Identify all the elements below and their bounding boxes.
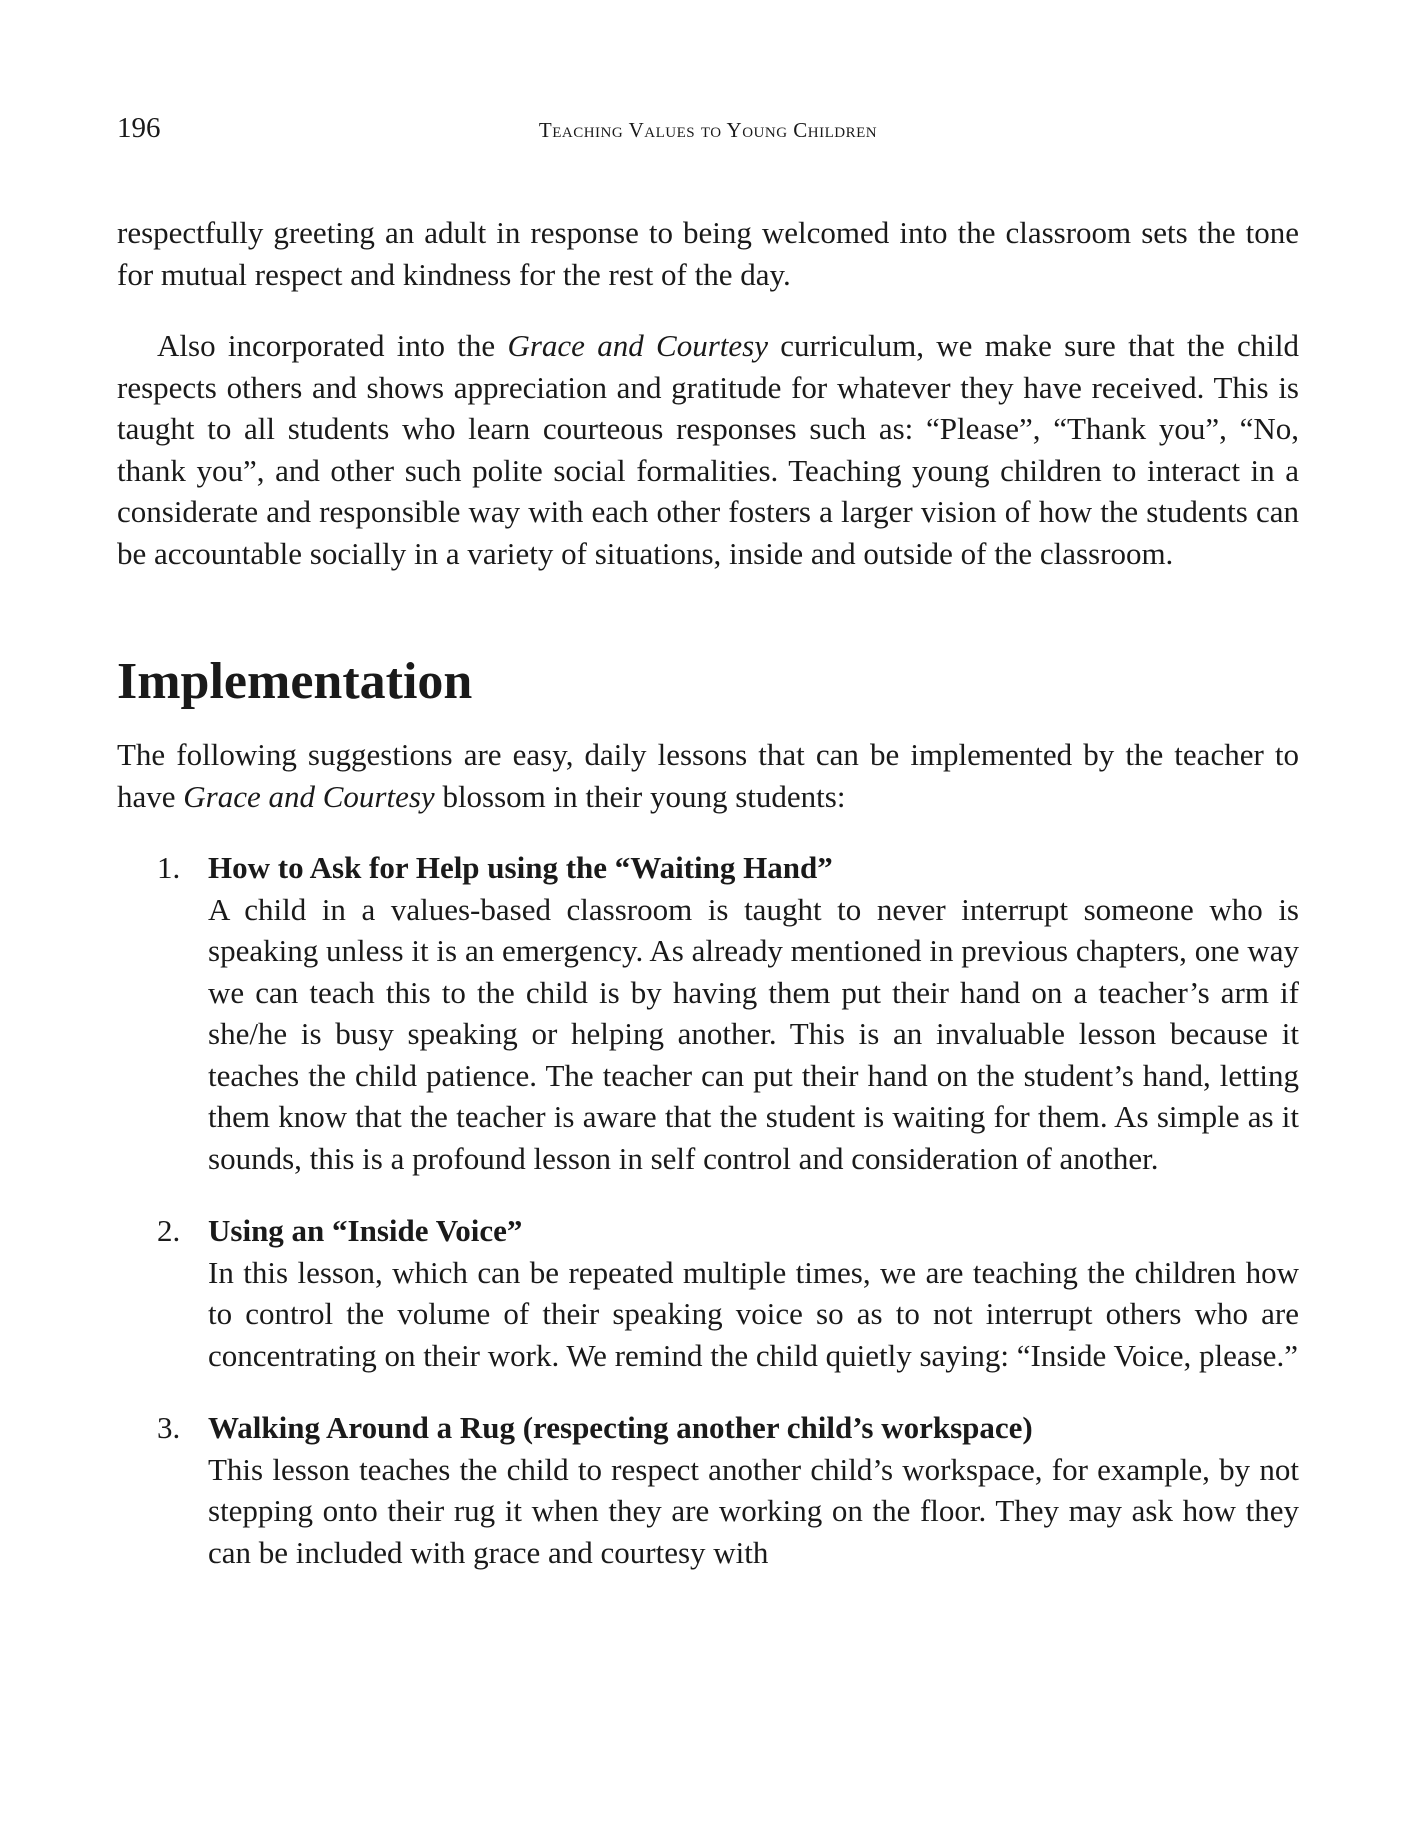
list-item bbox=[157, 847, 1299, 1179]
paragraph-text-start: Also incorporated into the bbox=[157, 328, 508, 363]
paragraph-grace-courtesy bbox=[117, 325, 1299, 574]
list-item-title: Walking Around a Rug (respecting another child’s workspace) bbox=[208, 1410, 1033, 1445]
page-number: 196 bbox=[117, 112, 161, 144]
list-item-number: 3. bbox=[157, 1410, 181, 1445]
paragraph-continuation: respectfully greeting an adult in response to being welcomed into the classroom sets the tone for mutual respect and kindness for the rest of the day. bbox=[117, 215, 1299, 292]
intro-curriculum-italic: Grace and Courtesy bbox=[183, 778, 435, 814]
list-item-number: 1. bbox=[157, 850, 181, 885]
list-item-body: In this lesson, which can be repeated multiple times, we are teaching the children how to control the volume of their speaking voice so as to not interrupt others who are concentrating on their work. We remind the child quietly saying: “Inside Voice, please.” bbox=[208, 1254, 1299, 1373]
book-page bbox=[117, 108, 1299, 1604]
list-item-body: This lesson teaches the child to respect another child’s workspace, for example, by not stepping onto their rug it when they are working on the floor. They may ask how they can be included with grace and courtesy with bbox=[208, 1451, 1299, 1570]
curriculum-name-italic: Grace and Courtesy bbox=[507, 328, 768, 363]
list-item-body: A child in a values-based classroom is taught to never interrupt someone who is speaking unless it is an emergency. As already mentioned in previous chapters, one way we can teach this to the child is by having them put their hand on a teacher’s arm if she/he is busy speaking or helping another. This is an invaluable lesson because it teaches the child patience. The teacher can put their hand on the student’s hand, letting them know that the teacher is aware that the student is waiting for them. As simple as it sounds, this is a profound lesson in self control and consideration of another. bbox=[208, 891, 1299, 1176]
list-item-title: Using an “Inside Voice” bbox=[208, 1213, 523, 1248]
list-item bbox=[157, 1407, 1299, 1573]
list-item bbox=[157, 1210, 1299, 1376]
paragraph-text-end: curriculum, we make sure that the child respects others and shows appreciation and gratitude for whatever they have received. This is taught to all students who learn courteous responses such as: “Please”, “Thank you”, “No, thank you”, and other such polite social formalities. Teaching young children to interact in a considerate and responsible way with each other fosters a larger vision of how the students can be accountable socially in a variety of situations, inside and outside of the classroom. bbox=[117, 328, 1299, 571]
running-title: Teaching Values to Young Children bbox=[538, 118, 878, 142]
intro-text-end: blossom in their young students: bbox=[434, 778, 846, 814]
section-heading: Implementation bbox=[117, 653, 473, 710]
running-header bbox=[117, 108, 1299, 148]
list-item-title: How to Ask for Help using the “Waiting Hand” bbox=[208, 850, 833, 885]
lesson-list bbox=[117, 847, 1299, 1573]
list-item-number: 2. bbox=[157, 1213, 181, 1248]
section-intro bbox=[117, 734, 1299, 817]
intro-text-start: The following suggestions are easy, daily lessons that can be implemented by the teacher to have bbox=[117, 737, 1299, 814]
